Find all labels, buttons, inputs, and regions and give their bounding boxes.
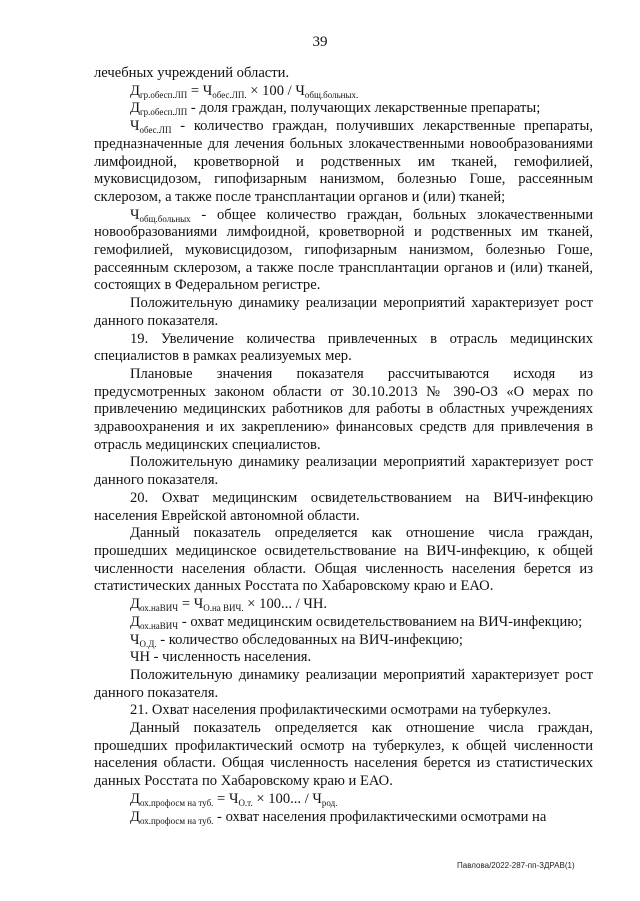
definition-tb-coverage: $Д_{ох.профосм на туб.}$ - охват населения профилактическими осмотрами на (130, 808, 547, 826)
page-number: 39 (312, 34, 328, 50)
definition-provided-count: $Ч_{обес.ЛП}$ - количество граждан, получивших лекарственные препараты, предназначенные для лечения больных злокачественными новообразованиями лимфоидной, кроветворной и родственных им тканей, гемофилией, муковисцидозом, гипофизарным нанизмом, болезнью Гоше, рассеянным склерозом, а также после трансплантации органов и (или) тканей; (94, 118, 593, 205)
definition-hiv-coverage: $Д_{ох.наВИЧ}$ - охват медицинским освидетельствованием на ВИЧ-инфекцию; (130, 613, 583, 631)
section-heading-20: 20. Охват медицинским освидетельствованием на ВИЧ-инфекцию населения Еврейской автономной области. (94, 489, 593, 524)
paragraph: Данный показатель определяется как отношение числа граждан, прошедших профилактический осмотр на туберкулез, к общей численности населения области. Общая численность населения берется из статистических данных Росстата по Хабаровскому краю и ЕАО. (94, 720, 593, 790)
document-body (94, 65, 593, 826)
section-heading-21: 21. Охват населения профилактическими осмотрами на туберкулез. (130, 702, 552, 719)
formula-hiv-coverage: $Д_{ох.наВИЧ} = Ч_{О.на ВИЧ.} \times 100$... / ЧН. (130, 596, 328, 614)
section-heading-19: 19. Увеличение количества привлеченных в отрасль медицинских специалистов в рамках реализуемых мер. (94, 330, 593, 365)
paragraph: лечебных учреждений области. (94, 65, 290, 81)
paragraph: Положительную динамику реализации мероприятий характеризует рост данного показателя. (94, 666, 593, 701)
paragraph: Данный показатель определяется как отношение числа граждан, прошедших медицинское освидетельствование на ВИЧ-инфекцию, к общей численности населения области. Общая численность населения берется из статистических данных Росстата по Хабаровскому краю и ЕАО. (94, 525, 593, 595)
definition-total-patients: $Ч_{общ.больных}$ - общее количество граждан, больных злокачественными новообразованиями лимфоидной, кроветворной и родственных им тканей, гемофилией, муковисцидозом, гипофизарным нанизмом, болезнью Гоше, рассеянным склерозом, а также после трансплантации органов и (или) тканей, состоящих в Федеральном регистре. (94, 206, 593, 294)
definition-population: ЧН - численность населения. (130, 649, 312, 666)
definition-share: $Д_{гр.обесп.ЛП}$ - доля граждан, получающих лекарственные препараты; (130, 100, 541, 118)
definition-hiv-examined: $Ч_{О.Д.}$ - количество обследованных на ВИЧ-инфекцию; (130, 631, 463, 649)
document-footer-code: Павлова/2022-287-пп-ЗДРАВ(1) (457, 861, 575, 870)
paragraph: Положительную динамику реализации мероприятий характеризует рост данного показателя. (94, 295, 593, 329)
formula-share-provided: $Д_{гр.обесп.ЛП} = Ч_{обес.ЛП.} \times 100 / Ч_{общ.больных.}$ (130, 82, 359, 100)
formula-tb-coverage: $Д_{ох.профосм на туб.} = Ч_{О.т.} \times 100$... / $Ч_{род.}$ (130, 790, 338, 808)
paragraph: Плановые значения показателя рассчитываются исходя из предусмотренных законом области от 30.10.2013 № 390-ОЗ «О мерах по привлечению медицинских работников для работы в областных учреждениях здравоохранения и их закреплению» финансовых средств для привлечения в отрасль медицинских специалистов. (94, 365, 593, 453)
paragraph: Положительную динамику реализации мероприятий характеризует рост данного показателя. (94, 454, 593, 489)
